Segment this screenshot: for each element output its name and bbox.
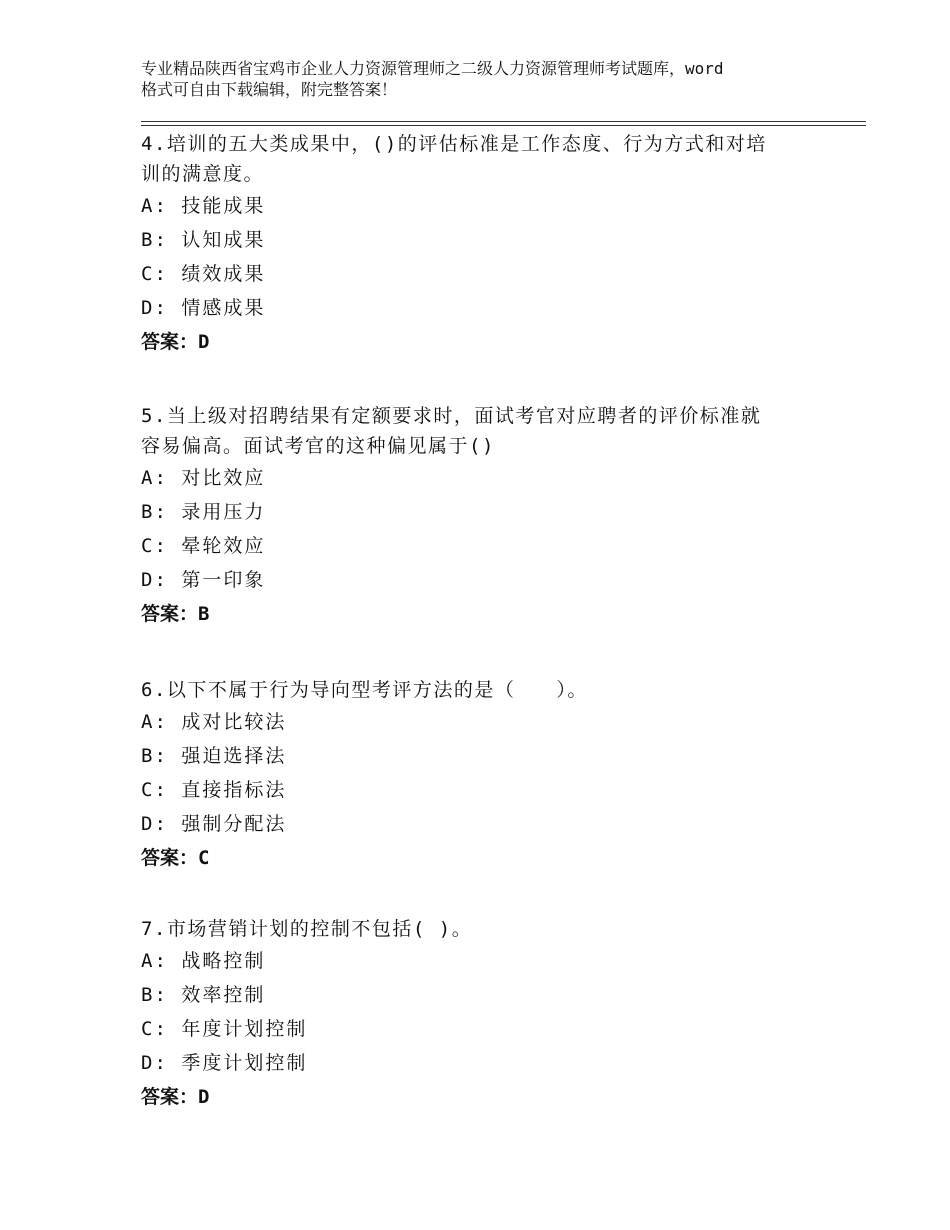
question-7 — [141, 914, 831, 1114]
question-6 — [141, 675, 831, 875]
option-d: D: 强制分配法 — [141, 813, 287, 835]
answer: 答案：D — [141, 1086, 210, 1108]
option-c: C: 直接指标法 — [141, 779, 287, 801]
option-d: D: 季度计划控制 — [141, 1052, 308, 1074]
option-a: A: 成对比较法 — [141, 711, 287, 733]
header-line-1: 专业精品陕西省宝鸡市企业人力资源管理师之二级人力资源管理师考试题库，word — [141, 59, 724, 78]
option-a: A: 技能成果 — [141, 195, 266, 217]
option-a: A: 对比效应 — [141, 467, 266, 489]
option-d: D: 第一印象 — [141, 569, 266, 591]
option-b: B: 强迫选择法 — [141, 745, 287, 767]
header-divider-bottom — [141, 125, 866, 126]
option-c: C: 晕轮效应 — [141, 535, 266, 557]
header-divider-top — [141, 121, 866, 122]
question-stem: 7.市场营销计划的控制不包括( )。 — [141, 918, 473, 940]
answer: 答案：B — [141, 603, 210, 625]
option-d: D: 情感成果 — [141, 297, 266, 319]
header-line-2: 格式可自由下载编辑，附完整答案！ — [141, 80, 398, 99]
option-a: A: 战略控制 — [141, 950, 266, 972]
question-4 — [141, 129, 831, 359]
question-stem: 4.培训的五大类成果中，()的评估标准是工作态度、行为方式和对培 — [141, 133, 767, 155]
answer: 答案：D — [141, 331, 210, 353]
option-c: C: 绩效成果 — [141, 263, 266, 285]
option-b: B: 录用压力 — [141, 501, 266, 523]
answer: 答案：C — [141, 847, 210, 869]
question-stem: 6.以下不属于行为导向型考评方法的是（ ）。 — [141, 679, 588, 701]
question-5 — [141, 401, 831, 631]
question-stem-continued: 容易偏高。面试考官的这种偏见属于() — [141, 435, 495, 457]
option-c: C: 年度计划控制 — [141, 1018, 308, 1040]
document-header — [141, 58, 831, 100]
question-stem: 5.当上级对招聘结果有定额要求时，面试考官对应聘者的评价标准就 — [141, 405, 762, 427]
option-b: B: 认知成果 — [141, 229, 266, 251]
question-stem-continued: 训的满意度。 — [141, 163, 265, 185]
option-b: B: 效率控制 — [141, 984, 266, 1006]
